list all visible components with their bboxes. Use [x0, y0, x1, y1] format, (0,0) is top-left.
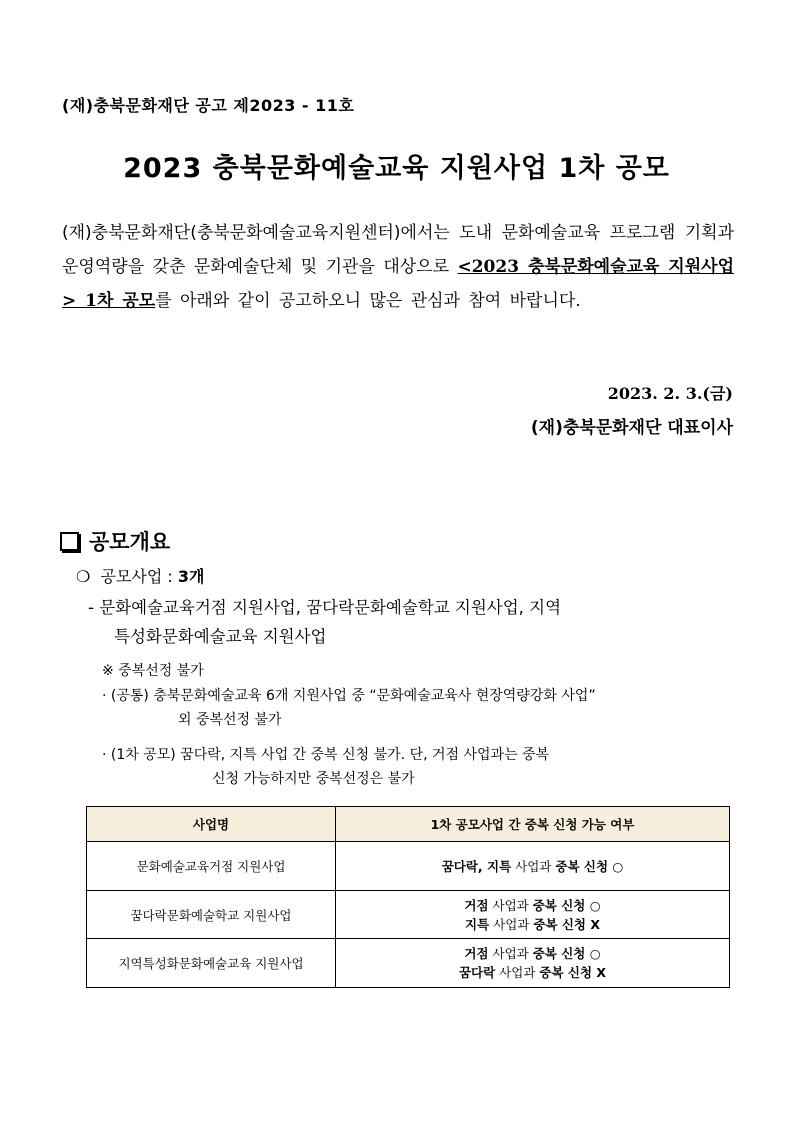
target-program: 꿈다락, 지특 — [441, 858, 512, 874]
connector-text: 사업과 — [488, 897, 533, 913]
target-program: 꿈다락 — [458, 965, 496, 980]
section-heading — [60, 526, 170, 556]
circle-mark-icon: ○ — [608, 858, 624, 874]
table-header-row — [87, 807, 730, 842]
program-list-line-1: 문화예술교육거점 지원사업, 꿈다락문화예술학교 지원사업, 지역 — [99, 598, 562, 617]
x-mark-icon: X — [586, 916, 600, 932]
duplicate-application-table — [86, 806, 730, 988]
circle-mark-icon: ○ — [585, 946, 601, 961]
table-row — [87, 939, 730, 988]
availability-line — [336, 896, 729, 915]
connector-text: 사업과 — [488, 946, 533, 961]
circle-bullet-icon: ❍ — [76, 567, 91, 586]
sub-note-common — [102, 684, 736, 732]
page-title: 2023 충북문화예술교육 지원사업 1차 공모 — [123, 153, 670, 184]
sub-note-first-round — [102, 743, 736, 791]
sub-note-common-line-2: 외 중복선정 불가 — [178, 712, 282, 728]
sub-note-first-round-line-2: 신청 가능하지만 중복선정은 불가 — [212, 771, 415, 787]
program-name-text: 2023 충북문화예술교육 지원사업> 1차 공모 — [62, 257, 734, 311]
header-program-name: 사업명 — [87, 807, 336, 842]
availability-cell — [336, 939, 730, 988]
availability-line — [336, 857, 729, 876]
dash-marker: - — [88, 598, 100, 617]
program-name-cell: 문화예술교육거점 지원사업 — [87, 842, 336, 891]
duplicate-note: ※ 중복선정 불가 — [102, 663, 204, 679]
x-mark-icon: X — [592, 965, 607, 980]
apply-text: 중복 신청 — [539, 965, 593, 980]
connector-text: 사업과 — [495, 965, 540, 980]
notice-number: (재)충북문화재단 공고 제2023 - 11호 — [62, 96, 355, 115]
header-duplicate-availability: 1차 공모사업 간 중복 신청 가능 여부 — [336, 807, 730, 842]
item-program-count — [76, 564, 205, 587]
checkbox-icon — [60, 532, 79, 551]
availability-cell — [336, 891, 730, 939]
section-title: 공모개요 — [89, 530, 171, 554]
connector-text: 사업과 — [511, 858, 556, 874]
intro-text-1: (재)충북문화재단(충북문화예술교육지원센터)에서는 도내 문화예술교육 프로그램 기획과 운영역량을 갖춘 문화예술단체 및 기관을 대상으로 — [62, 223, 734, 277]
circle-mark-icon: ○ — [585, 897, 601, 913]
program-name-cell: 지역특성화문화예술교육 지원사업 — [87, 939, 336, 988]
sub-note-first-round-line-1: · (1차 공모) 꿈다락, 지특 사업 간 중복 신청 불가. 단, 거점 사업과는 중복 — [102, 747, 550, 763]
apply-text: 중복 신청 — [533, 916, 586, 932]
table-row — [87, 842, 730, 891]
program-list — [88, 593, 736, 651]
intro-paragraph — [62, 216, 734, 318]
intro-text-2: 를 아래와 같이 공고하오니 많은 관심과 참여 바랍니다. — [155, 291, 581, 311]
signatory: (재)충북문화재단 대표이사 — [530, 418, 733, 438]
availability-line — [336, 915, 729, 934]
notice-date: 2023. 2. 3.(금) — [607, 384, 733, 403]
availability-cell — [336, 842, 730, 891]
program-name-cell: 꿈다락문화예술학교 지원사업 — [87, 891, 336, 939]
program-name-open: < — [457, 257, 472, 277]
apply-text: 중복 신청 — [532, 946, 586, 961]
target-program: 거점 — [464, 897, 489, 913]
item-value: 3개 — [177, 567, 205, 586]
item-label: 공모사업 : — [100, 567, 178, 586]
target-program: 거점 — [464, 946, 489, 961]
availability-line — [336, 944, 729, 963]
apply-text: 중복 신청 — [555, 858, 609, 874]
connector-text: 사업과 — [489, 916, 534, 932]
table-row — [87, 891, 730, 939]
apply-text: 중복 신청 — [532, 897, 586, 913]
availability-line — [336, 963, 729, 982]
program-list-line-2: 특성화문화예술교육 지원사업 — [114, 627, 327, 646]
target-program: 지특 — [465, 916, 490, 932]
sub-note-common-line-1: · (공통) 충북문화예술교육 6개 지원사업 중 “문화예술교육사 현장역량강화 사업” — [102, 688, 596, 704]
